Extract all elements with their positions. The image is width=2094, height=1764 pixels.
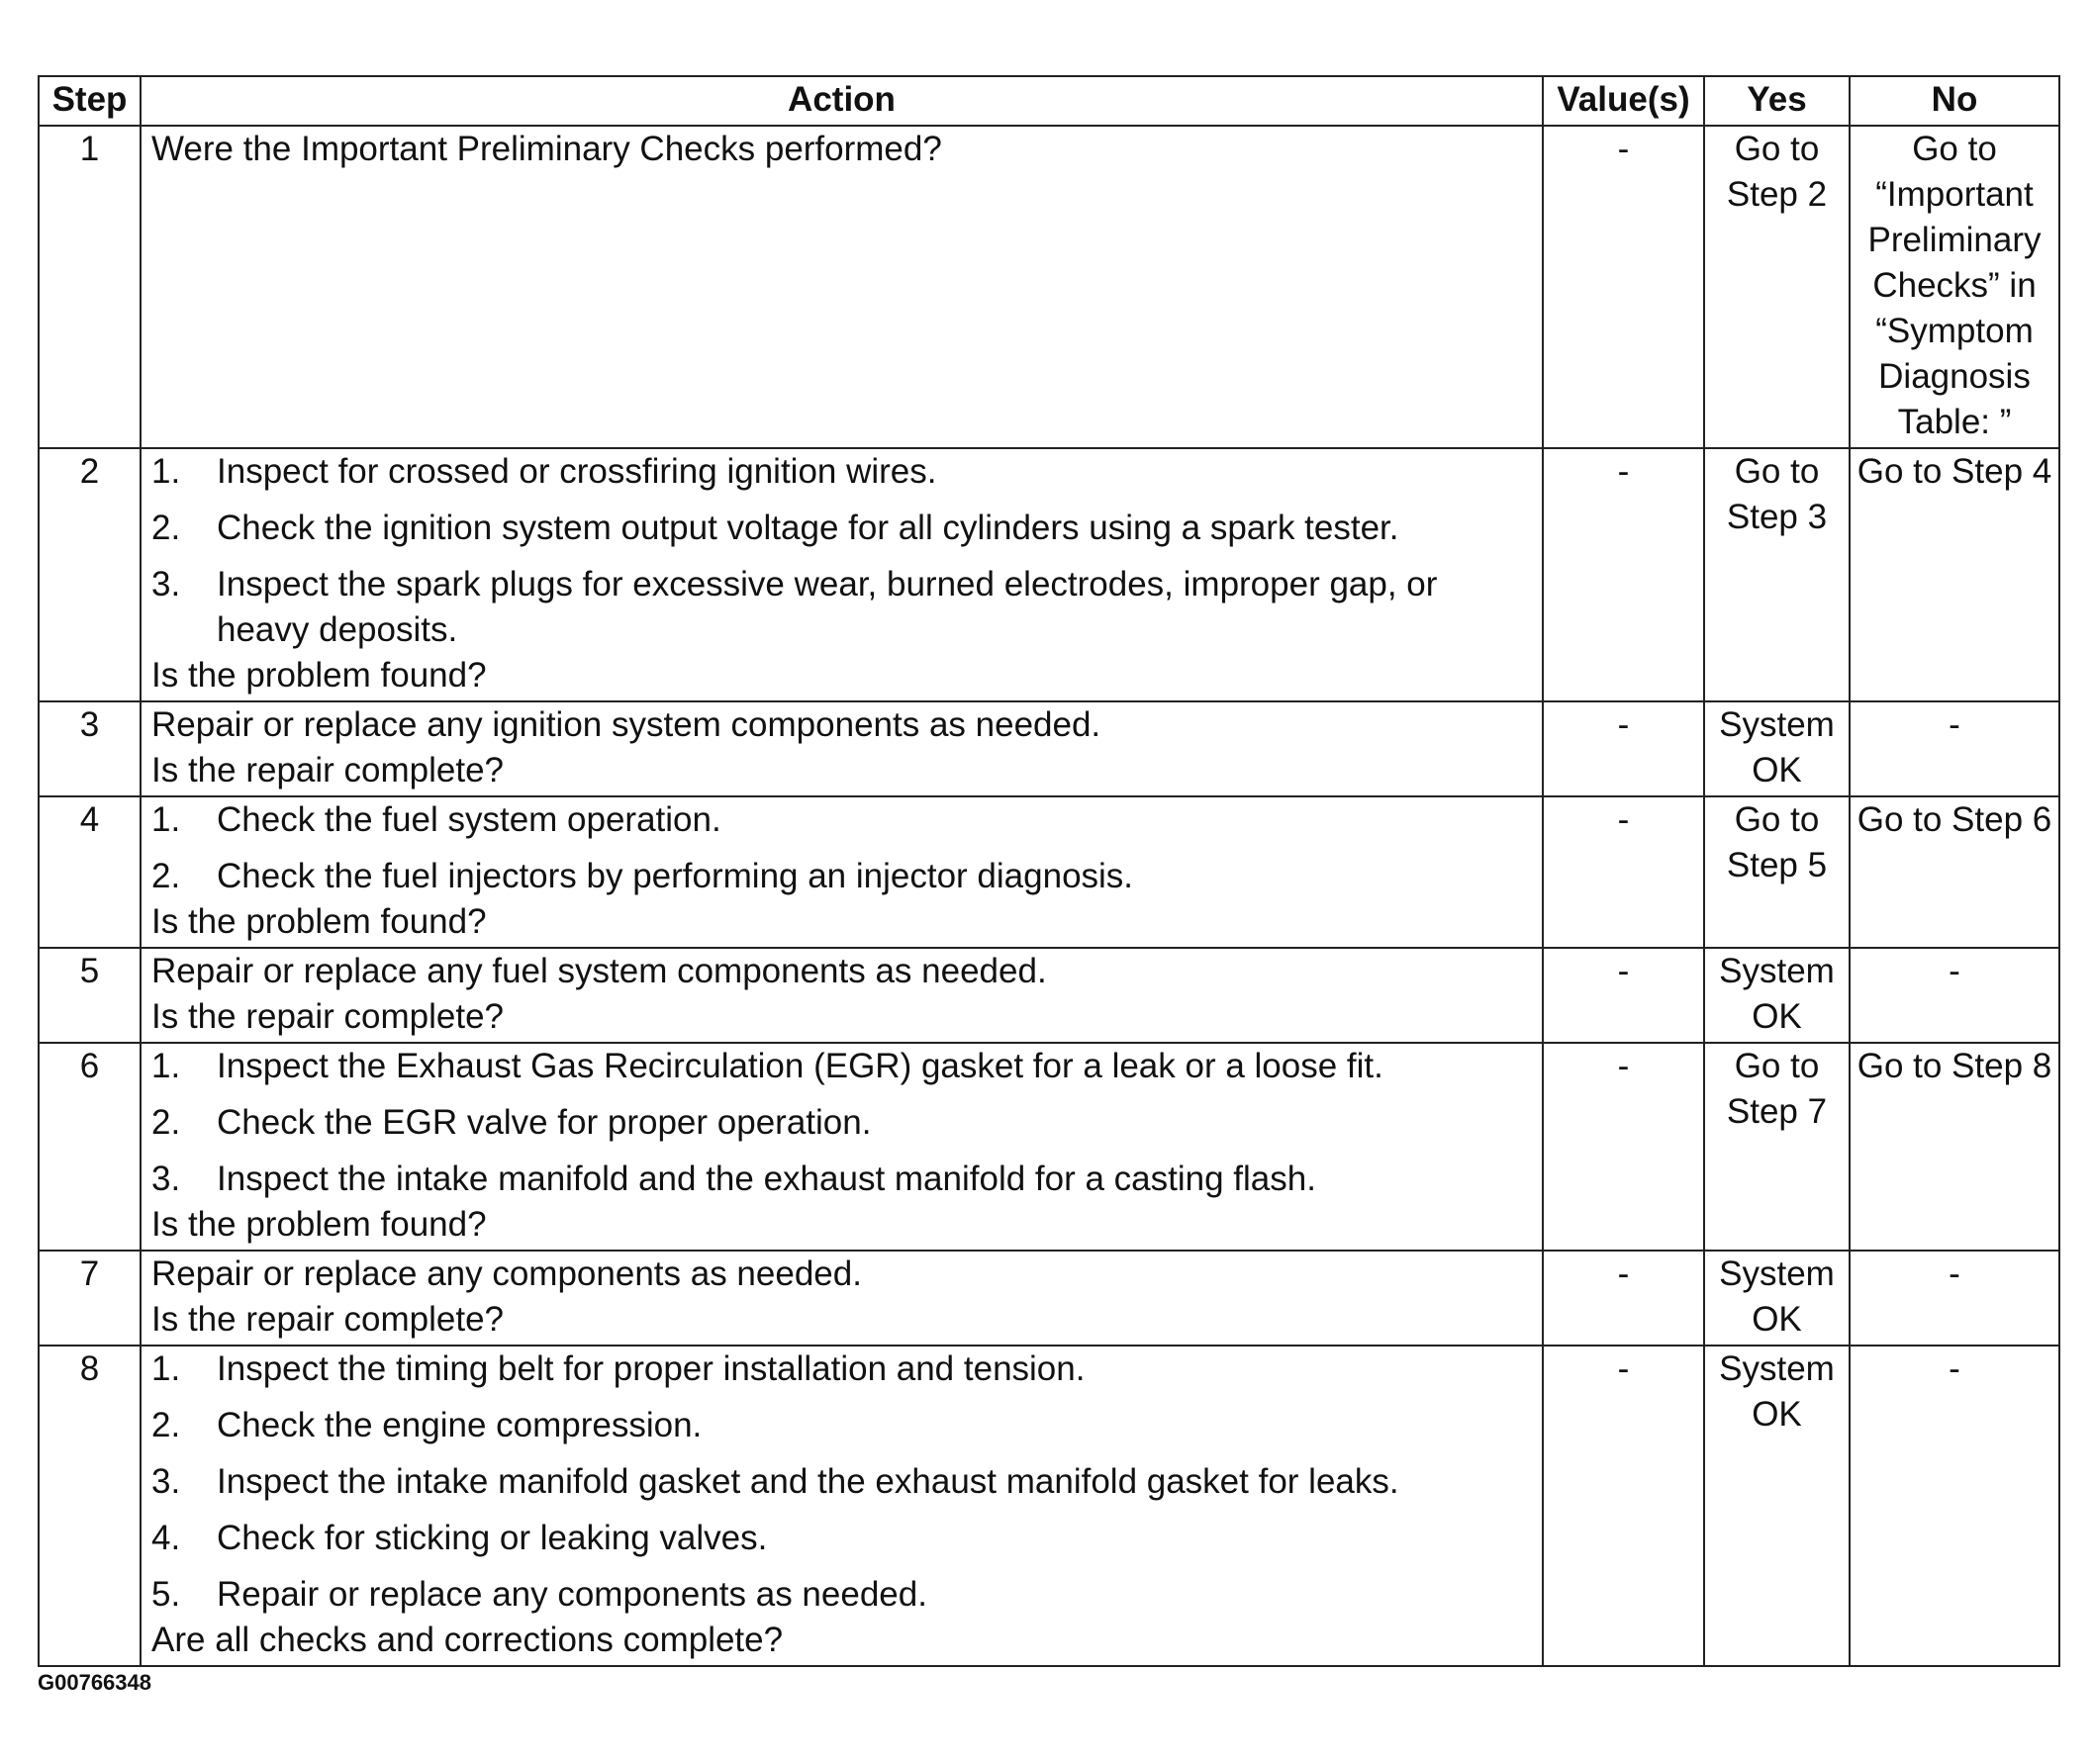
action-question: Is the problem found? bbox=[151, 902, 487, 941]
step-number-cell: 1 bbox=[39, 126, 141, 448]
action-step-number: 5. bbox=[151, 1575, 181, 1614]
header-no: No bbox=[1850, 76, 2059, 126]
no-cell: - bbox=[1850, 1346, 2059, 1666]
action-step-number: 1. bbox=[151, 1047, 181, 1085]
diagnostic-table bbox=[38, 75, 2060, 1667]
action-step-text: Inspect the spark plugs for excessive wear, burned electrodes, improper gap, or heavy deposits. bbox=[217, 565, 1438, 649]
action-step-item bbox=[151, 1100, 1534, 1146]
yes-cell: Go to Step 5 bbox=[1704, 796, 1850, 948]
action-text: Repair or replace any components as needed. bbox=[151, 1254, 862, 1293]
action-step-item bbox=[151, 1157, 1534, 1202]
action-step-number: 1. bbox=[151, 452, 181, 491]
value-cell: - bbox=[1543, 448, 1704, 701]
no-cell: - bbox=[1850, 948, 2059, 1043]
action-cell bbox=[141, 1346, 1543, 1666]
table-row bbox=[39, 948, 2059, 1043]
yes-cell: Go to Step 3 bbox=[1704, 448, 1850, 701]
action-step-number: 2. bbox=[151, 1406, 181, 1444]
header-step: Step bbox=[39, 76, 141, 126]
action-cell bbox=[141, 796, 1543, 948]
action-step-text: Inspect the timing belt for proper installation and tension. bbox=[217, 1349, 1086, 1388]
action-step-item bbox=[151, 1044, 1534, 1089]
table-row bbox=[39, 1251, 2059, 1346]
step-number-cell: 8 bbox=[39, 1346, 141, 1666]
action-step-number: 1. bbox=[151, 1349, 181, 1388]
table-row bbox=[39, 1346, 2059, 1666]
step-number-cell: 4 bbox=[39, 796, 141, 948]
value-cell: - bbox=[1543, 126, 1704, 448]
yes-cell: Go to Step 7 bbox=[1704, 1043, 1850, 1251]
header-values: Value(s) bbox=[1543, 76, 1704, 126]
action-step-text: Check the engine compression. bbox=[217, 1406, 703, 1444]
action-question: Is the repair complete? bbox=[151, 751, 505, 789]
action-step-item bbox=[151, 797, 1534, 843]
step-number-cell: 5 bbox=[39, 948, 141, 1043]
value-cell: - bbox=[1543, 1251, 1704, 1346]
action-steps-list bbox=[151, 1044, 1534, 1202]
yes-cell: Go to Step 2 bbox=[1704, 126, 1850, 448]
yes-cell: System OK bbox=[1704, 701, 1850, 796]
action-cell bbox=[141, 448, 1543, 701]
no-cell: Go to “Important Preliminary Checks” in “Symptom Diagnosis Table: ” bbox=[1850, 126, 2059, 448]
action-step-text: Check the fuel system operation. bbox=[217, 800, 721, 839]
action-step-number: 2. bbox=[151, 857, 181, 895]
action-steps-list bbox=[151, 449, 1534, 653]
table-row bbox=[39, 126, 2059, 448]
action-step-number: 3. bbox=[151, 1462, 181, 1501]
table-row bbox=[39, 701, 2059, 796]
action-step-text: Inspect the intake manifold gasket and the exhaust manifold gasket for leaks. bbox=[217, 1462, 1399, 1501]
yes-cell: System OK bbox=[1704, 948, 1850, 1043]
action-step-number: 1. bbox=[151, 800, 181, 839]
action-step-number: 4. bbox=[151, 1519, 181, 1557]
action-step-text: Check the fuel injectors by performing an injector diagnosis. bbox=[217, 857, 1134, 895]
step-number-cell: 6 bbox=[39, 1043, 141, 1251]
action-steps-list bbox=[151, 1346, 1534, 1618]
yes-cell: System OK bbox=[1704, 1251, 1850, 1346]
action-cell bbox=[141, 1043, 1543, 1251]
action-cell bbox=[141, 948, 1543, 1043]
action-question: Is the problem found? bbox=[151, 656, 487, 695]
action-step-number: 2. bbox=[151, 1103, 181, 1142]
table-row bbox=[39, 796, 2059, 948]
action-cell bbox=[141, 701, 1543, 796]
action-cell bbox=[141, 1251, 1543, 1346]
action-step-item bbox=[151, 1516, 1534, 1561]
action-step-number: 3. bbox=[151, 1160, 181, 1198]
action-question: Is the problem found? bbox=[151, 1205, 487, 1244]
action-step-item bbox=[151, 1572, 1534, 1618]
value-cell: - bbox=[1543, 1346, 1704, 1666]
no-cell: - bbox=[1850, 701, 2059, 796]
action-step-item bbox=[151, 449, 1534, 495]
table-body bbox=[39, 126, 2059, 1666]
action-step-item bbox=[151, 506, 1534, 551]
action-step-item bbox=[151, 1459, 1534, 1505]
action-step-item bbox=[151, 1346, 1534, 1392]
action-step-item bbox=[151, 1403, 1534, 1448]
figure-id: G00766348 bbox=[38, 1670, 151, 1695]
yes-cell: System OK bbox=[1704, 1346, 1850, 1666]
action-step-text: Repair or replace any components as needed. bbox=[217, 1575, 927, 1614]
no-cell: Go to Step 4 bbox=[1850, 448, 2059, 701]
action-step-item bbox=[151, 562, 1534, 653]
action-question: Is the repair complete? bbox=[151, 1300, 505, 1339]
header-action: Action bbox=[141, 76, 1543, 126]
step-number-cell: 2 bbox=[39, 448, 141, 701]
action-step-text: Inspect the Exhaust Gas Recirculation (EGR) gasket for a leak or a loose fit. bbox=[217, 1047, 1383, 1085]
step-number-cell: 7 bbox=[39, 1251, 141, 1346]
action-cell bbox=[141, 126, 1543, 448]
header-yes: Yes bbox=[1704, 76, 1850, 126]
header-row bbox=[39, 76, 2059, 126]
action-step-text: Inspect for crossed or crossfiring ignition wires. bbox=[217, 452, 937, 491]
table-row bbox=[39, 1043, 2059, 1251]
action-step-item bbox=[151, 854, 1534, 899]
no-cell: - bbox=[1850, 1251, 2059, 1346]
value-cell: - bbox=[1543, 948, 1704, 1043]
action-text: Repair or replace any ignition system components as needed. bbox=[151, 705, 1101, 744]
value-cell: - bbox=[1543, 796, 1704, 948]
action-step-text: Check the EGR valve for proper operation. bbox=[217, 1103, 872, 1142]
action-steps-list bbox=[151, 797, 1534, 899]
value-cell: - bbox=[1543, 1043, 1704, 1251]
value-cell: - bbox=[1543, 701, 1704, 796]
action-text: Were the Important Preliminary Checks performed? bbox=[151, 130, 942, 168]
action-step-number: 2. bbox=[151, 509, 181, 547]
action-step-text: Check for sticking or leaking valves. bbox=[217, 1519, 768, 1557]
action-text: Repair or replace any fuel system components as needed. bbox=[151, 952, 1047, 990]
action-step-number: 3. bbox=[151, 565, 181, 603]
table-row bbox=[39, 448, 2059, 701]
action-step-text: Inspect the intake manifold and the exhaust manifold for a casting flash. bbox=[217, 1160, 1316, 1198]
no-cell: Go to Step 6 bbox=[1850, 796, 2059, 948]
action-question: Are all checks and corrections complete? bbox=[151, 1621, 784, 1659]
action-step-text: Check the ignition system output voltage for all cylinders using a spark tester. bbox=[217, 509, 1399, 547]
no-cell: Go to Step 8 bbox=[1850, 1043, 2059, 1251]
action-question: Is the repair complete? bbox=[151, 997, 505, 1036]
step-number-cell: 3 bbox=[39, 701, 141, 796]
